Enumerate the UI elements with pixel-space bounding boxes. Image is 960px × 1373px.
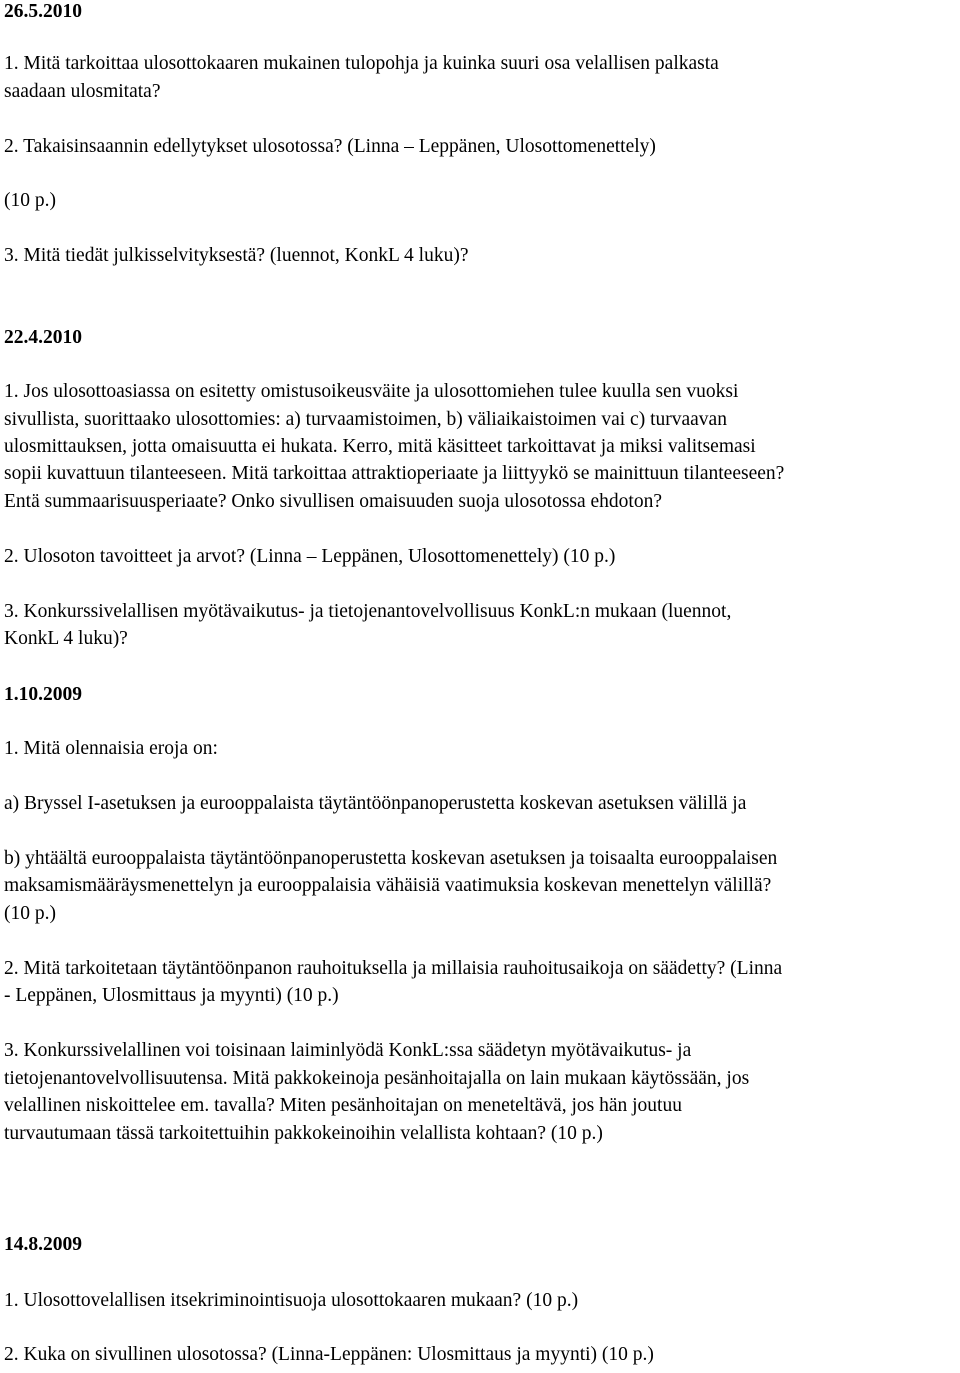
question-line: 3. Konkurssivelallinen voi toisinaan laiminlyödä KonkL:ssa säädetyn myötävaikutus- ja	[4, 1040, 692, 1061]
section-date: 22.4.2010	[4, 327, 82, 348]
question-line: b) yhtäältä eurooppalaista täytäntöönpanoperustetta koskevan asetuksen ja toisaalta eurooppalaisen	[4, 848, 778, 869]
question-line: 3. Konkurssivelallisen myötävaikutus- ja tietojenantovelvollisuus KonkL:n mukaan (luennot,	[4, 601, 732, 622]
question-line: a) Bryssel I-asetuksen ja eurooppalaista täytäntöönpanoperustetta koskevan asetuksen välillä ja	[4, 793, 747, 814]
question-line: 1. Ulosottovelallisen itsekriminointisuoja ulosottokaaren mukaan? (10 p.)	[4, 1290, 579, 1311]
question-line: ulosmittauksen, jotta omaisuutta ei hukata. Kerro, mitä käsitteet tarkoittavat ja miksi valitsemasi	[4, 436, 756, 457]
question-line: (10 p.)	[4, 190, 56, 211]
question-line: saadaan ulosmitata?	[4, 81, 161, 102]
section-date: 26.5.2010	[4, 1, 82, 22]
section-date: 14.8.2009	[4, 1234, 82, 1255]
question-line: maksamismääräysmenettelyn ja eurooppalaisia vähäisiä vaatimuksia koskevan menettelyn välillä?	[4, 875, 772, 896]
question-line: 1. Jos ulosottoasiassa on esitetty omistusoikeusväite ja ulosottomiehen tulee kuulla sen vuoksi	[4, 381, 739, 402]
question-line: 2. Ulosoton tavoitteet ja arvot? (Linna – Leppänen, Ulosottomenettely) (10 p.)	[4, 546, 616, 567]
question-line: (10 p.)	[4, 903, 56, 924]
question-line: tietojenantovelvollisuutensa. Mitä pakkokeinoja pesänhoitajalla on lain mukaan käytössään, jos	[4, 1068, 750, 1089]
question-line: turvautumaan tässä tarkoitettuihin pakkokeinoihin velallista kohtaan? (10 p.)	[4, 1123, 603, 1144]
section-date: 1.10.2009	[4, 684, 82, 705]
question-line: sivullista, suorittaako ulosottomies: a) turvaamistoimen, b) väliaikaistoimen vai c) turvaavan	[4, 409, 727, 430]
question-line: 2. Takaisinsaannin edellytykset ulosotossa? (Linna – Leppänen, Ulosottomenettely)	[4, 136, 656, 157]
question-line: KonkL 4 luku)?	[4, 628, 128, 649]
question-line: 1. Mitä olennaisia eroja on:	[4, 738, 218, 759]
question-line: 1. Mitä tarkoittaa ulosottokaaren mukainen tulopohja ja kuinka suuri osa velallisen palkasta	[4, 53, 719, 74]
question-line: 2. Mitä tarkoitetaan täytäntöönpanon rauhoituksella ja millaisia rauhoitusaikoja on säädetty? (Linna	[4, 958, 783, 979]
question-line: 2. Kuka on sivullinen ulosotossa? (Linna-Leppänen: Ulosmittaus ja myynti) (10 p.)	[4, 1344, 654, 1365]
question-line: sopii kuvattuun tilanteeseen. Mitä tarkoittaa attraktioperiaate ja liittyykö se mainittuun tilanteeseen?	[4, 463, 785, 484]
question-line: - Leppänen, Ulosmittaus ja myynti) (10 p.)	[4, 985, 339, 1006]
question-line: velallinen niskoittelee em. tavalla? Miten pesänhoitajan on meneteltävä, jos hän joutuu	[4, 1095, 682, 1116]
question-line: 3. Mitä tiedät julkisselvityksestä? (luennot, KonkL 4 luku)?	[4, 245, 469, 266]
question-line: Entä summaarisuusperiaate? Onko sivullisen omaisuuden suoja ulosotossa ehdoton?	[4, 491, 663, 512]
